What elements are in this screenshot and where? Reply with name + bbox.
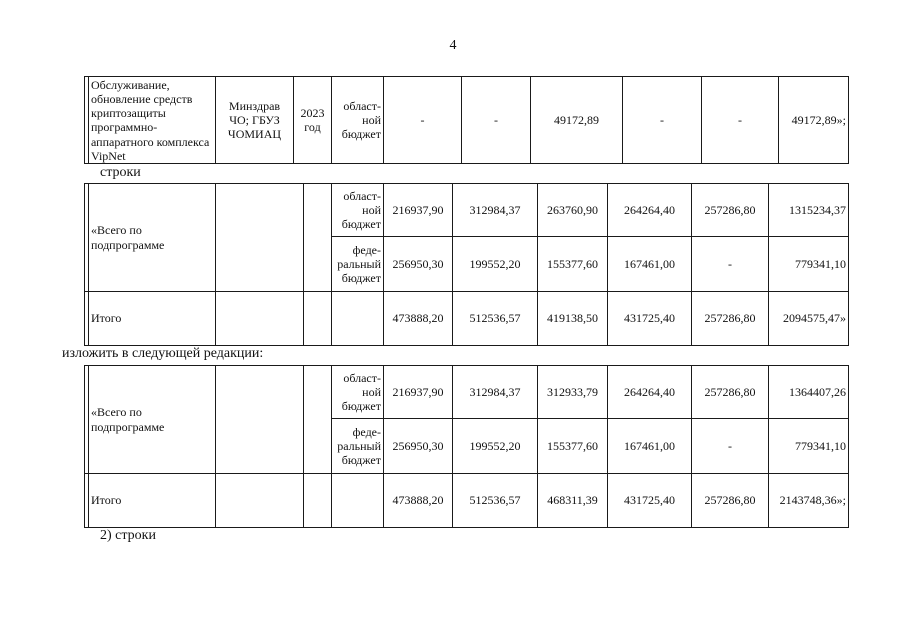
page-number: 4 [449, 38, 457, 53]
value-cell: 264264,40 [608, 184, 692, 237]
value-cell: 779341,10 [769, 237, 849, 292]
itogo-label-cell: Итого [89, 474, 216, 528]
value-cell: 155377,60 [538, 237, 608, 292]
value-cell: 468311,39 [538, 474, 608, 528]
value-cell: 779341,10 [769, 419, 849, 474]
value-cell: - [692, 419, 769, 474]
value-cell: 431725,40 [608, 474, 692, 528]
total-label-cell: «Всего по подпрограмме [89, 184, 216, 292]
funding-source-cell: феде-ральный бюджет [332, 237, 384, 292]
value-cell: - [384, 77, 462, 164]
year-cell [304, 474, 332, 528]
value-cell: 2094575,47» [769, 292, 849, 346]
value-cell: 216937,90 [384, 366, 453, 419]
executor-cell [216, 292, 304, 346]
value-cell: 256950,30 [384, 237, 453, 292]
year-cell [304, 292, 332, 346]
table-row [85, 77, 849, 164]
event-name-cell: Обслуживание, обновление средств криптозащиты программно-аппаратного комплекса VipNet [89, 77, 216, 164]
funding-source-cell: област-ной бюджет [332, 77, 384, 164]
value-cell: 256950,30 [384, 419, 453, 474]
value-cell: 263760,90 [538, 184, 608, 237]
value-cell: 216937,90 [384, 184, 453, 237]
value-cell: 312933,79 [538, 366, 608, 419]
value-cell: 257286,80 [692, 292, 769, 346]
value-cell: 312984,37 [453, 184, 538, 237]
value-cell: 264264,40 [608, 366, 692, 419]
value-cell: 199552,20 [453, 419, 538, 474]
value-cell: 155377,60 [538, 419, 608, 474]
value-cell: - [623, 77, 702, 164]
funding-source-cell: област-ной бюджет [332, 366, 384, 419]
table-row [85, 366, 849, 419]
value-cell: 49172,89 [531, 77, 623, 164]
value-cell: 257286,80 [692, 474, 769, 528]
value-cell: 512536,57 [453, 474, 538, 528]
table-row [85, 184, 849, 237]
new-totals-table [84, 365, 849, 528]
executor-cell [216, 184, 304, 292]
year-cell [304, 366, 332, 474]
value-cell: 431725,40 [608, 292, 692, 346]
total-label-cell: «Всего по подпрограмме [89, 366, 216, 474]
executor-cell [216, 366, 304, 474]
value-cell: 167461,00 [608, 419, 692, 474]
value-cell: 312984,37 [453, 366, 538, 419]
value-cell: 473888,20 [384, 292, 453, 346]
text-izlozhit: изложить в следующей редакции: [62, 346, 264, 361]
table-row [85, 474, 849, 528]
value-cell: 1315234,37 [769, 184, 849, 237]
value-cell: 2143748,36»; [769, 474, 849, 528]
value-cell: 167461,00 [608, 237, 692, 292]
funding-source-cell: област-ной бюджет [332, 184, 384, 237]
value-cell: - [702, 77, 779, 164]
funding-source-cell [332, 474, 384, 528]
table-row [85, 292, 849, 346]
old-totals-table [84, 183, 849, 346]
year-cell [304, 184, 332, 292]
funding-source-cell [332, 292, 384, 346]
value-cell: 473888,20 [384, 474, 453, 528]
executor-cell: Минздрав ЧО; ГБУЗ ЧОМИАЦ [216, 77, 294, 164]
value-cell: 1364407,26 [769, 366, 849, 419]
value-cell: - [462, 77, 531, 164]
value-cell: 419138,50 [538, 292, 608, 346]
itogo-label-cell: Итого [89, 292, 216, 346]
text-2-stroki: 2) строки [100, 528, 156, 543]
value-cell: - [692, 237, 769, 292]
program-row-table [84, 76, 849, 164]
value-cell: 199552,20 [453, 237, 538, 292]
text-stroki: строки [100, 165, 141, 180]
value-cell: 512536,57 [453, 292, 538, 346]
value-cell: 257286,80 [692, 184, 769, 237]
year-cell: 2023 год [294, 77, 332, 164]
value-cell: 49172,89»; [779, 77, 849, 164]
value-cell: 257286,80 [692, 366, 769, 419]
executor-cell [216, 474, 304, 528]
funding-source-cell: феде-ральный бюджет [332, 419, 384, 474]
